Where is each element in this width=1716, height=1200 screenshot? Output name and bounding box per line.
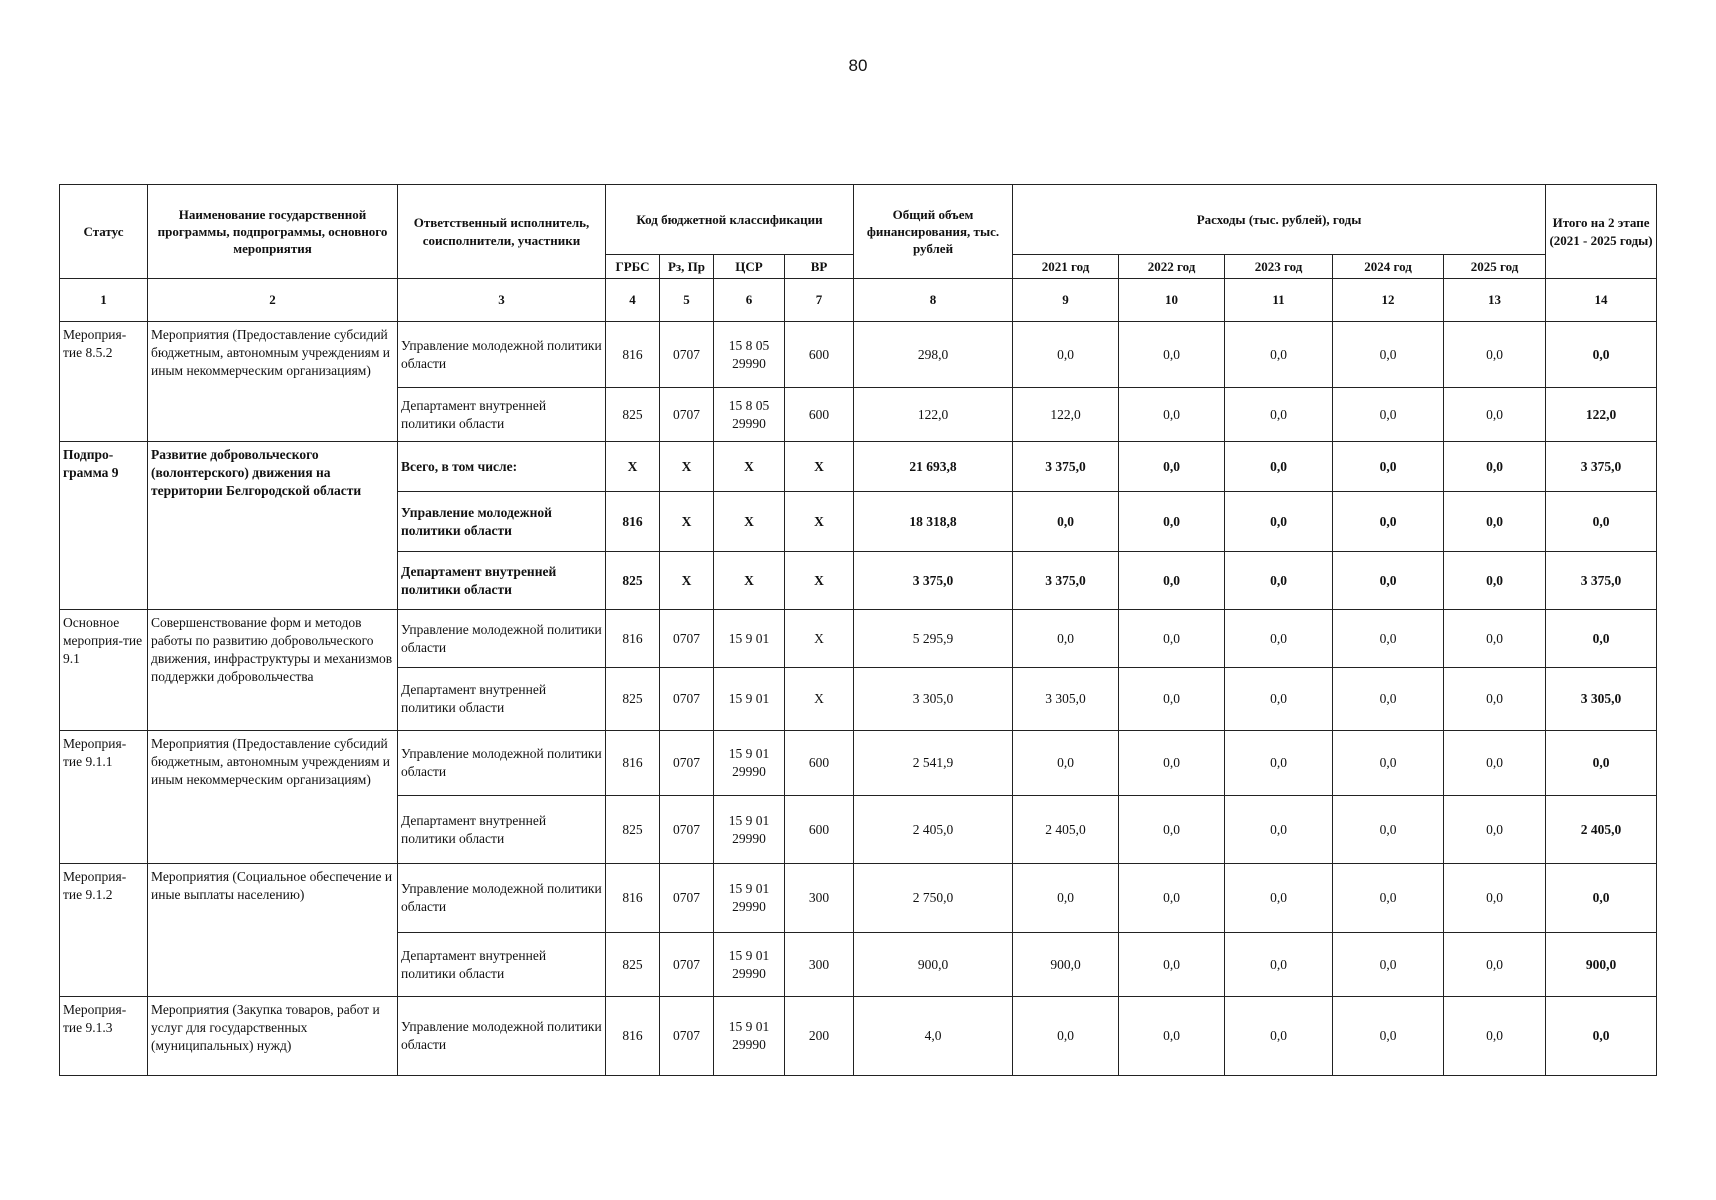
stage-total-cell: 0,0 bbox=[1546, 322, 1657, 388]
col-number: 12 bbox=[1333, 279, 1444, 322]
vr-cell: 300 bbox=[785, 864, 854, 933]
rzpr-cell: 0707 bbox=[660, 731, 714, 796]
year-2024-cell: 0,0 bbox=[1333, 668, 1444, 731]
year-2022-cell: 0,0 bbox=[1119, 731, 1225, 796]
vr-cell: Х bbox=[785, 610, 854, 668]
total-volume-cell: 2 541,9 bbox=[854, 731, 1013, 796]
executor-cell: Управление молодежной политики области bbox=[398, 997, 606, 1076]
total-volume-cell: 5 295,9 bbox=[854, 610, 1013, 668]
rzpr-cell: 0707 bbox=[660, 610, 714, 668]
header-2022: 2022 год bbox=[1119, 255, 1225, 279]
header-csr: ЦСР bbox=[714, 255, 785, 279]
year-2024-cell: 0,0 bbox=[1333, 796, 1444, 864]
year-2023-cell: 0,0 bbox=[1225, 668, 1333, 731]
year-2023-cell: 0,0 bbox=[1225, 933, 1333, 997]
rzpr-cell: 0707 bbox=[660, 796, 714, 864]
total-volume-cell: 122,0 bbox=[854, 388, 1013, 442]
grbs-cell: 816 bbox=[606, 731, 660, 796]
vr-cell: 600 bbox=[785, 731, 854, 796]
header-status: Статус bbox=[60, 185, 148, 279]
csr-cell: 15 9 01 29990 bbox=[714, 864, 785, 933]
executor-cell: Управление молодежной политики области bbox=[398, 492, 606, 552]
year-2023-cell: 0,0 bbox=[1225, 864, 1333, 933]
year-2022-cell: 0,0 bbox=[1119, 388, 1225, 442]
header-budget-code: Код бюджетной классификации bbox=[606, 185, 854, 255]
year-2021-cell: 0,0 bbox=[1013, 492, 1119, 552]
header-name: Наименование государственной программы, подпрограммы, основного мероприятия bbox=[148, 185, 398, 279]
year-2021-cell: 0,0 bbox=[1013, 864, 1119, 933]
year-2023-cell: 0,0 bbox=[1225, 442, 1333, 492]
vr-cell: 600 bbox=[785, 796, 854, 864]
status-cell: Мероприя-тие 9.1.1 bbox=[60, 731, 148, 864]
executor-cell: Департамент внутренней политики области bbox=[398, 668, 606, 731]
year-2023-cell: 0,0 bbox=[1225, 997, 1333, 1076]
total-volume-cell: 3 375,0 bbox=[854, 552, 1013, 610]
stage-total-cell: 3 375,0 bbox=[1546, 442, 1657, 492]
year-2023-cell: 0,0 bbox=[1225, 388, 1333, 442]
status-cell: Основное мероприя-тие 9.1 bbox=[60, 610, 148, 731]
year-2025-cell: 0,0 bbox=[1444, 731, 1546, 796]
vr-cell: 600 bbox=[785, 322, 854, 388]
executor-cell: Управление молодежной политики области bbox=[398, 322, 606, 388]
table-row bbox=[60, 610, 1657, 668]
table-body bbox=[60, 322, 1657, 1076]
executor-cell: Управление молодежной политики области bbox=[398, 731, 606, 796]
stage-total-cell: 3 305,0 bbox=[1546, 668, 1657, 731]
header-2024: 2024 год bbox=[1333, 255, 1444, 279]
year-2024-cell: 0,0 bbox=[1333, 997, 1444, 1076]
header-total-volume: Общий объем финансирования, тыс. рублей bbox=[854, 185, 1013, 279]
executor-cell: Департамент внутренней политики области bbox=[398, 552, 606, 610]
total-volume-cell: 298,0 bbox=[854, 322, 1013, 388]
grbs-cell: 816 bbox=[606, 492, 660, 552]
stage-total-cell: 0,0 bbox=[1546, 864, 1657, 933]
year-2025-cell: 0,0 bbox=[1444, 442, 1546, 492]
col-number: 6 bbox=[714, 279, 785, 322]
header-2021: 2021 год bbox=[1013, 255, 1119, 279]
year-2025-cell: 0,0 bbox=[1444, 796, 1546, 864]
csr-cell: 15 9 01 29990 bbox=[714, 933, 785, 997]
year-2024-cell: 0,0 bbox=[1333, 388, 1444, 442]
program-name-cell: Мероприятия (Предоставление субсидий бюджетным, автономным учреждениям и иным некоммерческим организациям) bbox=[148, 322, 398, 442]
year-2022-cell: 0,0 bbox=[1119, 796, 1225, 864]
year-2021-cell: 0,0 bbox=[1013, 731, 1119, 796]
table-row bbox=[60, 997, 1657, 1076]
grbs-cell: 825 bbox=[606, 796, 660, 864]
header-expenses: Расходы (тыс. рублей), годы bbox=[1013, 185, 1546, 255]
year-2022-cell: 0,0 bbox=[1119, 322, 1225, 388]
col-number: 11 bbox=[1225, 279, 1333, 322]
year-2022-cell: 0,0 bbox=[1119, 442, 1225, 492]
stage-total-cell: 0,0 bbox=[1546, 492, 1657, 552]
stage-total-cell: 122,0 bbox=[1546, 388, 1657, 442]
year-2025-cell: 0,0 bbox=[1444, 322, 1546, 388]
csr-cell: 15 9 01 29990 bbox=[714, 731, 785, 796]
header-executor: Ответственный исполнитель, соисполнители, участники bbox=[398, 185, 606, 279]
year-2022-cell: 0,0 bbox=[1119, 997, 1225, 1076]
col-number: 4 bbox=[606, 279, 660, 322]
vr-cell: Х bbox=[785, 552, 854, 610]
executor-cell: Управление молодежной политики области bbox=[398, 864, 606, 933]
year-2023-cell: 0,0 bbox=[1225, 796, 1333, 864]
rzpr-cell: Х bbox=[660, 492, 714, 552]
stage-total-cell: 3 375,0 bbox=[1546, 552, 1657, 610]
rzpr-cell: Х bbox=[660, 552, 714, 610]
grbs-cell: 825 bbox=[606, 933, 660, 997]
year-2021-cell: 3 375,0 bbox=[1013, 552, 1119, 610]
vr-cell: 300 bbox=[785, 933, 854, 997]
program-name-cell: Мероприятия (Социальное обеспечение и иные выплаты населению) bbox=[148, 864, 398, 997]
budget-table bbox=[59, 184, 1657, 1076]
year-2022-cell: 0,0 bbox=[1119, 492, 1225, 552]
rzpr-cell: 0707 bbox=[660, 997, 714, 1076]
executor-cell: Департамент внутренней политики области bbox=[398, 796, 606, 864]
stage-total-cell: 900,0 bbox=[1546, 933, 1657, 997]
table-row bbox=[60, 322, 1657, 388]
table-row bbox=[60, 442, 1657, 492]
year-2021-cell: 2 405,0 bbox=[1013, 796, 1119, 864]
year-2024-cell: 0,0 bbox=[1333, 492, 1444, 552]
grbs-cell: 816 bbox=[606, 997, 660, 1076]
total-volume-cell: 900,0 bbox=[854, 933, 1013, 997]
header-vr: ВР bbox=[785, 255, 854, 279]
rzpr-cell: Х bbox=[660, 442, 714, 492]
stage-total-cell: 0,0 bbox=[1546, 610, 1657, 668]
csr-cell: 15 9 01 bbox=[714, 668, 785, 731]
csr-cell: Х bbox=[714, 492, 785, 552]
year-2025-cell: 0,0 bbox=[1444, 610, 1546, 668]
year-2022-cell: 0,0 bbox=[1119, 668, 1225, 731]
col-number: 14 bbox=[1546, 279, 1657, 322]
total-volume-cell: 18 318,8 bbox=[854, 492, 1013, 552]
year-2022-cell: 0,0 bbox=[1119, 864, 1225, 933]
vr-cell: Х bbox=[785, 668, 854, 731]
executor-cell: Департамент внутренней политики области bbox=[398, 933, 606, 997]
budget-table-sheet bbox=[59, 184, 1656, 1076]
year-2025-cell: 0,0 bbox=[1444, 668, 1546, 731]
status-cell: Мероприя-тие 9.1.3 bbox=[60, 997, 148, 1076]
year-2024-cell: 0,0 bbox=[1333, 610, 1444, 668]
year-2021-cell: 3 375,0 bbox=[1013, 442, 1119, 492]
status-cell: Мероприя-тие 9.1.2 bbox=[60, 864, 148, 997]
header-stage-total: Итого на 2 этапе (2021 - 2025 годы) bbox=[1546, 185, 1657, 279]
rzpr-cell: 0707 bbox=[660, 388, 714, 442]
header-2023: 2023 год bbox=[1225, 255, 1333, 279]
col-number: 2 bbox=[148, 279, 398, 322]
table-row bbox=[60, 864, 1657, 933]
grbs-cell: 825 bbox=[606, 552, 660, 610]
csr-cell: 15 8 05 29990 bbox=[714, 322, 785, 388]
program-name-cell: Совершенствование форм и методов работы по развитию добровольческого движения, инфраструктуры и механизмов поддержки добровольчества bbox=[148, 610, 398, 731]
col-number: 1 bbox=[60, 279, 148, 322]
header-grbs: ГРБС bbox=[606, 255, 660, 279]
year-2024-cell: 0,0 bbox=[1333, 864, 1444, 933]
year-2021-cell: 122,0 bbox=[1013, 388, 1119, 442]
stage-total-cell: 0,0 bbox=[1546, 731, 1657, 796]
rzpr-cell: 0707 bbox=[660, 322, 714, 388]
col-number: 8 bbox=[854, 279, 1013, 322]
page-number: 80 bbox=[848, 56, 868, 75]
year-2021-cell: 0,0 bbox=[1013, 322, 1119, 388]
total-volume-cell: 4,0 bbox=[854, 997, 1013, 1076]
col-number: 10 bbox=[1119, 279, 1225, 322]
header-2025: 2025 год bbox=[1444, 255, 1546, 279]
year-2024-cell: 0,0 bbox=[1333, 731, 1444, 796]
year-2025-cell: 0,0 bbox=[1444, 388, 1546, 442]
year-2025-cell: 0,0 bbox=[1444, 933, 1546, 997]
rzpr-cell: 0707 bbox=[660, 668, 714, 731]
csr-cell: 15 9 01 29990 bbox=[714, 796, 785, 864]
col-number: 9 bbox=[1013, 279, 1119, 322]
year-2024-cell: 0,0 bbox=[1333, 442, 1444, 492]
grbs-cell: 816 bbox=[606, 322, 660, 388]
grbs-cell: Х bbox=[606, 442, 660, 492]
csr-cell: 15 9 01 bbox=[714, 610, 785, 668]
grbs-cell: 816 bbox=[606, 610, 660, 668]
program-name-cell: Мероприятия (Предоставление субсидий бюджетным, автономным учреждениям и иным некоммерческим организациям) bbox=[148, 731, 398, 864]
status-cell: Подпро-грамма 9 bbox=[60, 442, 148, 610]
year-2022-cell: 0,0 bbox=[1119, 933, 1225, 997]
vr-cell: Х bbox=[785, 492, 854, 552]
vr-cell: 600 bbox=[785, 388, 854, 442]
year-2025-cell: 0,0 bbox=[1444, 864, 1546, 933]
csr-cell: 15 8 05 29990 bbox=[714, 388, 785, 442]
col-number: 13 bbox=[1444, 279, 1546, 322]
year-2024-cell: 0,0 bbox=[1333, 552, 1444, 610]
year-2023-cell: 0,0 bbox=[1225, 610, 1333, 668]
year-2024-cell: 0,0 bbox=[1333, 933, 1444, 997]
csr-cell: 15 9 01 29990 bbox=[714, 997, 785, 1076]
grbs-cell: 816 bbox=[606, 864, 660, 933]
header-rzpr: Рз, Пр bbox=[660, 255, 714, 279]
rzpr-cell: 0707 bbox=[660, 864, 714, 933]
csr-cell: Х bbox=[714, 442, 785, 492]
total-volume-cell: 21 693,8 bbox=[854, 442, 1013, 492]
grbs-cell: 825 bbox=[606, 668, 660, 731]
executor-cell: Управление молодежной политики области bbox=[398, 610, 606, 668]
year-2021-cell: 900,0 bbox=[1013, 933, 1119, 997]
total-volume-cell: 2 405,0 bbox=[854, 796, 1013, 864]
grbs-cell: 825 bbox=[606, 388, 660, 442]
year-2021-cell: 0,0 bbox=[1013, 610, 1119, 668]
col-number: 7 bbox=[785, 279, 854, 322]
year-2023-cell: 0,0 bbox=[1225, 322, 1333, 388]
year-2025-cell: 0,0 bbox=[1444, 492, 1546, 552]
year-2024-cell: 0,0 bbox=[1333, 322, 1444, 388]
program-name-cell: Развитие добровольческого (волонтерского) движения на территории Белгородской области bbox=[148, 442, 398, 610]
column-numbers-row bbox=[60, 279, 1657, 322]
col-number: 5 bbox=[660, 279, 714, 322]
year-2022-cell: 0,0 bbox=[1119, 610, 1225, 668]
executor-cell: Всего, в том числе: bbox=[398, 442, 606, 492]
vr-cell: 200 bbox=[785, 997, 854, 1076]
rzpr-cell: 0707 bbox=[660, 933, 714, 997]
year-2023-cell: 0,0 bbox=[1225, 731, 1333, 796]
year-2025-cell: 0,0 bbox=[1444, 997, 1546, 1076]
table-row bbox=[60, 731, 1657, 796]
year-2025-cell: 0,0 bbox=[1444, 552, 1546, 610]
stage-total-cell: 2 405,0 bbox=[1546, 796, 1657, 864]
year-2022-cell: 0,0 bbox=[1119, 552, 1225, 610]
total-volume-cell: 2 750,0 bbox=[854, 864, 1013, 933]
csr-cell: Х bbox=[714, 552, 785, 610]
year-2021-cell: 3 305,0 bbox=[1013, 668, 1119, 731]
year-2023-cell: 0,0 bbox=[1225, 552, 1333, 610]
col-number: 3 bbox=[398, 279, 606, 322]
year-2023-cell: 0,0 bbox=[1225, 492, 1333, 552]
program-name-cell: Мероприятия (Закупка товаров, работ и услуг для государственных (муниципальных) нужд) bbox=[148, 997, 398, 1076]
year-2021-cell: 0,0 bbox=[1013, 997, 1119, 1076]
executor-cell: Департамент внутренней политики области bbox=[398, 388, 606, 442]
stage-total-cell: 0,0 bbox=[1546, 997, 1657, 1076]
vr-cell: Х bbox=[785, 442, 854, 492]
total-volume-cell: 3 305,0 bbox=[854, 668, 1013, 731]
status-cell: Мероприя-тие 8.5.2 bbox=[60, 322, 148, 442]
